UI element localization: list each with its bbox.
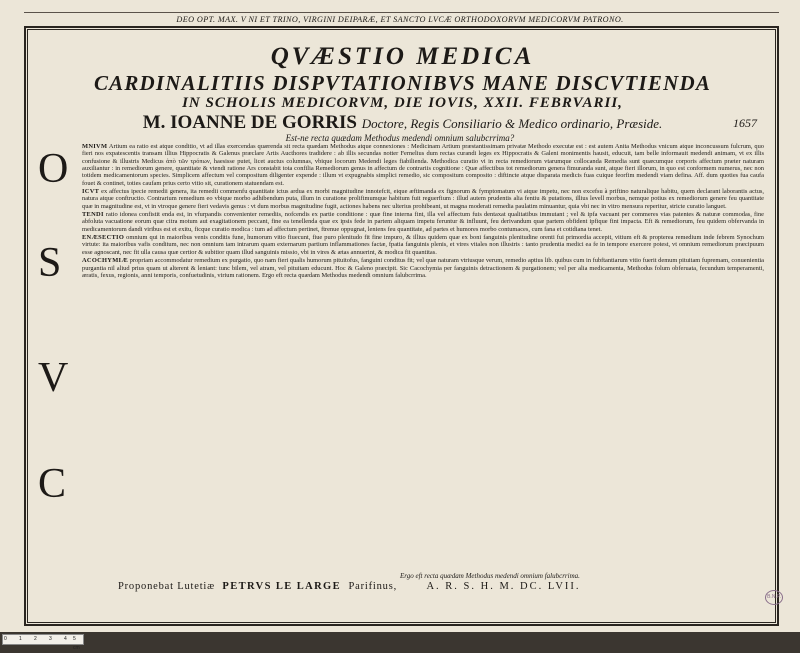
section-text: ex affectus ipecie remedii genera, ita remedii commenfu quantitate ictus ardua ex morbi magnitudine innotefcit, eique æftimanda ex fignorum & fymptomatum vi atque impetu, nec non excefsu à priftino naturalique habitu, quem declarant laborantis actus, natura atque conftructio. Contrarium remedium eo vbique morbo adhibendum puta, illum in curatione prolifimumque habitum fuit reguerfium : illud autem prudentis alia fentiu & putations, illius levell morbus, nemque potius ex remediorum genere feu quantitate quæ in magnitudine est, vt in vtroque genere fieri vedavis genus : vt dum morbus magnitudine fugit, actiones habens nec ulterius prohibeant, ut magna moderati remedia paulatim minuantur, quia vbi nec in vitro mensura reperitur, stricte curatio languet. [82, 188, 764, 210]
ruler-label: 4 [64, 636, 67, 642]
title-praeses [30, 112, 775, 134]
handwritten-year: 1657 [733, 116, 757, 130]
title-quaestio: QVÆSTIO MEDICA [270, 43, 535, 70]
drop-initial-v: V [38, 355, 69, 401]
section-paragraph [82, 188, 764, 210]
section-paragraph [82, 257, 764, 279]
title-scholis: IN SCHOLIS MEDICORVM, DIE IOVIS, XXII. FEBRVARII, [182, 95, 623, 111]
ruler-label: 2 [34, 636, 37, 642]
dedication-line: DEO OPT. MAX. V NI ET TRINO, VIRGINI DEIPARÆ, ET SANCTO LVCÆ ORTHODOXORVM MEDICORVM PATRONO. [176, 15, 624, 24]
drop-initial-s: S [38, 240, 62, 286]
section-text: Artium ea ratio est atque conditio, vt ad illas exercendas quærenda sit recta quædam Methodus atque connexiones : Medicinam Artium præstantissimam privatæ Methodo executæ est : est autem Anita Methodus vnicum atque inconcussum fulcrum, quo fieri nos expatescentis transam illius Hippocratis & Galenus præclare Artis Aucthores tradidere : ab illis secundas notter Fernelius dum rectas curandi leges ex Hippocratis & Galeni monimentis hausit, educuit, tam belle informauit medendi animam, vt ex illis confusione & illustris Medicus ἀπὸ τῶν τρόπων, haesisse putet, licet auctus columnas, vbique locorum Medendi leges fiabilienda. Methodica curatio vi in recta remediorum vtarumque collocanda Remedia sunt quæcumque corporis affectum præter naturam auxiliantur : in remediorum genere, quantitate & vtendi ratione Ars constabit tota confilia Remediorum genus in affectum de contrariis cognitione : Quæ affectibus tot remediorum genera fimuranda sunt, atque fieri illorum, in quo est conformem numerus, nec non totidem medicamentorum species. Simplicem affectum vel compositum diligenter expende : illum vt expugnabis simplici remedio, sic compositum composito : diftincte atque disparata medicis fuas cuique feorfim medendi viam defina. Aff. dum quoties fua caufa fouet & continet, toties caufam prius certo vitio sit, curationem statuendam est. [82, 143, 764, 187]
section-lead: ENÆSECTIO [82, 234, 125, 242]
drop-initial-o: O [38, 146, 69, 192]
thesis-body [82, 143, 764, 568]
section-paragraph [82, 143, 764, 187]
praeses-name: M. IOANNE DE GORRIS [142, 112, 357, 133]
imprint-name: PETRVS LE LARGE [222, 581, 342, 592]
header-rule [24, 12, 779, 13]
ruler-label: 1 [19, 636, 22, 642]
drop-initial-c: C [38, 461, 67, 507]
thesis-question: Est-ne recta quædam Methodus medendi omnium salubcrrima? [285, 133, 515, 143]
section-text: propriam accommodatur remedium ex purgatio, quo nam fieri qualis humorum pituitofus, fanguini conditus fit; vel quæ naturam vtriusque verum, remedio aptius lib. quibus cum in fubftantiarum vitio fuerit demum pituitam fupremam, conuenientia purgantia nil aliud prius quam ut alterent & leniant: tunc bilem, vel atram, vel pituitam educunt. Hoc & Galeno præcipit. Sic Cacochymia per fanguinis detractionem & purgationem; vel per alia medicamenta, Methodus folum obferuata, fecundum temperamenti, æratis, fexus, regionis, anni temporis, confuetudinis, virium rationem. Ergo eft recta quædam Methodus medendi omnium falubcrrima. [82, 257, 764, 279]
section-lead: MNIVM [82, 143, 108, 150]
section-lead: ICVT [82, 188, 100, 196]
ruler-label: 3 [49, 636, 52, 642]
section-lead: TENDI [82, 211, 104, 219]
title-cardinalitiis: CARDINALITIIS DISPVTATIONIBVS MANE DISCVTIENDA [93, 71, 712, 95]
library-stamp: B.N.P. [765, 590, 783, 605]
section-lead: ACOCHYMIÆ [82, 257, 129, 265]
ruler-label: 5 cm [73, 636, 80, 651]
imprint-date: A. R. S. H. M. DC. LVII. [426, 581, 581, 592]
scan-margin [0, 632, 800, 647]
measurement-ruler [2, 634, 84, 651]
section-text: ratio idonea confistit enda est, in vfurpandis convenienter remediis, nofcendis ex partie conditione : quæ fine interna fint, illa vel affectum fuis dentaxat qualitatibus immutant ; vel & ipfa vacuant per commeres vias patentes & naturæ commodas, fine abfoluta vacuatione eorum quæ citra motum aut exagitationem peccant, fine ea tenellenda quæ ex ipsis fede in partem aliquam impetu feruntur & influunt, feu derivandum quæ partem obfident ipfique fint impacta. Eft & remediorum, feu quidem obfervanda in medicamentorum dandi viribus est et exitu, ficque curatio modica : tum ad affectum pertinet, ftrenue oppugnat, leniens feu quantitate, ad partes et humores morbo contumaces, cum fana et cotidiana tenet. [82, 211, 764, 233]
imprint-proponebat: Proponebat Lutetiæ [118, 581, 215, 592]
conclusion-line: Ergo eft recta quædam Methodus medendi omnium falubcrrima. [400, 572, 580, 580]
section-text: omnium qui in maioribus venis conditis fune, humorum vitio fiuecunt, fiue puro plenitudo fit fine impuro, & illius quidem quæ ex boni fanguinis plenitudine orenti fui primordia accepit, vitium eft & propterea remedium inde febrem Synochum virtute: ita maioribus vafis conditum, nec non omnium tam intrarum quam externarum partium inflammationes factæ, fpatia fanguinis plenis, et vires vitales non illustris : tanto prudentia medici ea fe in tempore exercere potest, vt omnium remediorum præcipuum esse agnoscant, nec fit ulla causa quæ certior & subitior quam illud sanguinis missio, vbi in vires & ætas annuerint, & modica fit quantitas. [82, 234, 764, 256]
imprint-origin: Parifinus, [348, 581, 398, 592]
imprint-line [118, 581, 581, 592]
section-paragraph [82, 211, 764, 233]
section-paragraph [82, 234, 764, 256]
praeses-role: Doctore, Regis Consiliario & Medico ordinario, Præside. [361, 116, 663, 131]
ruler-label: 0 [4, 636, 7, 642]
